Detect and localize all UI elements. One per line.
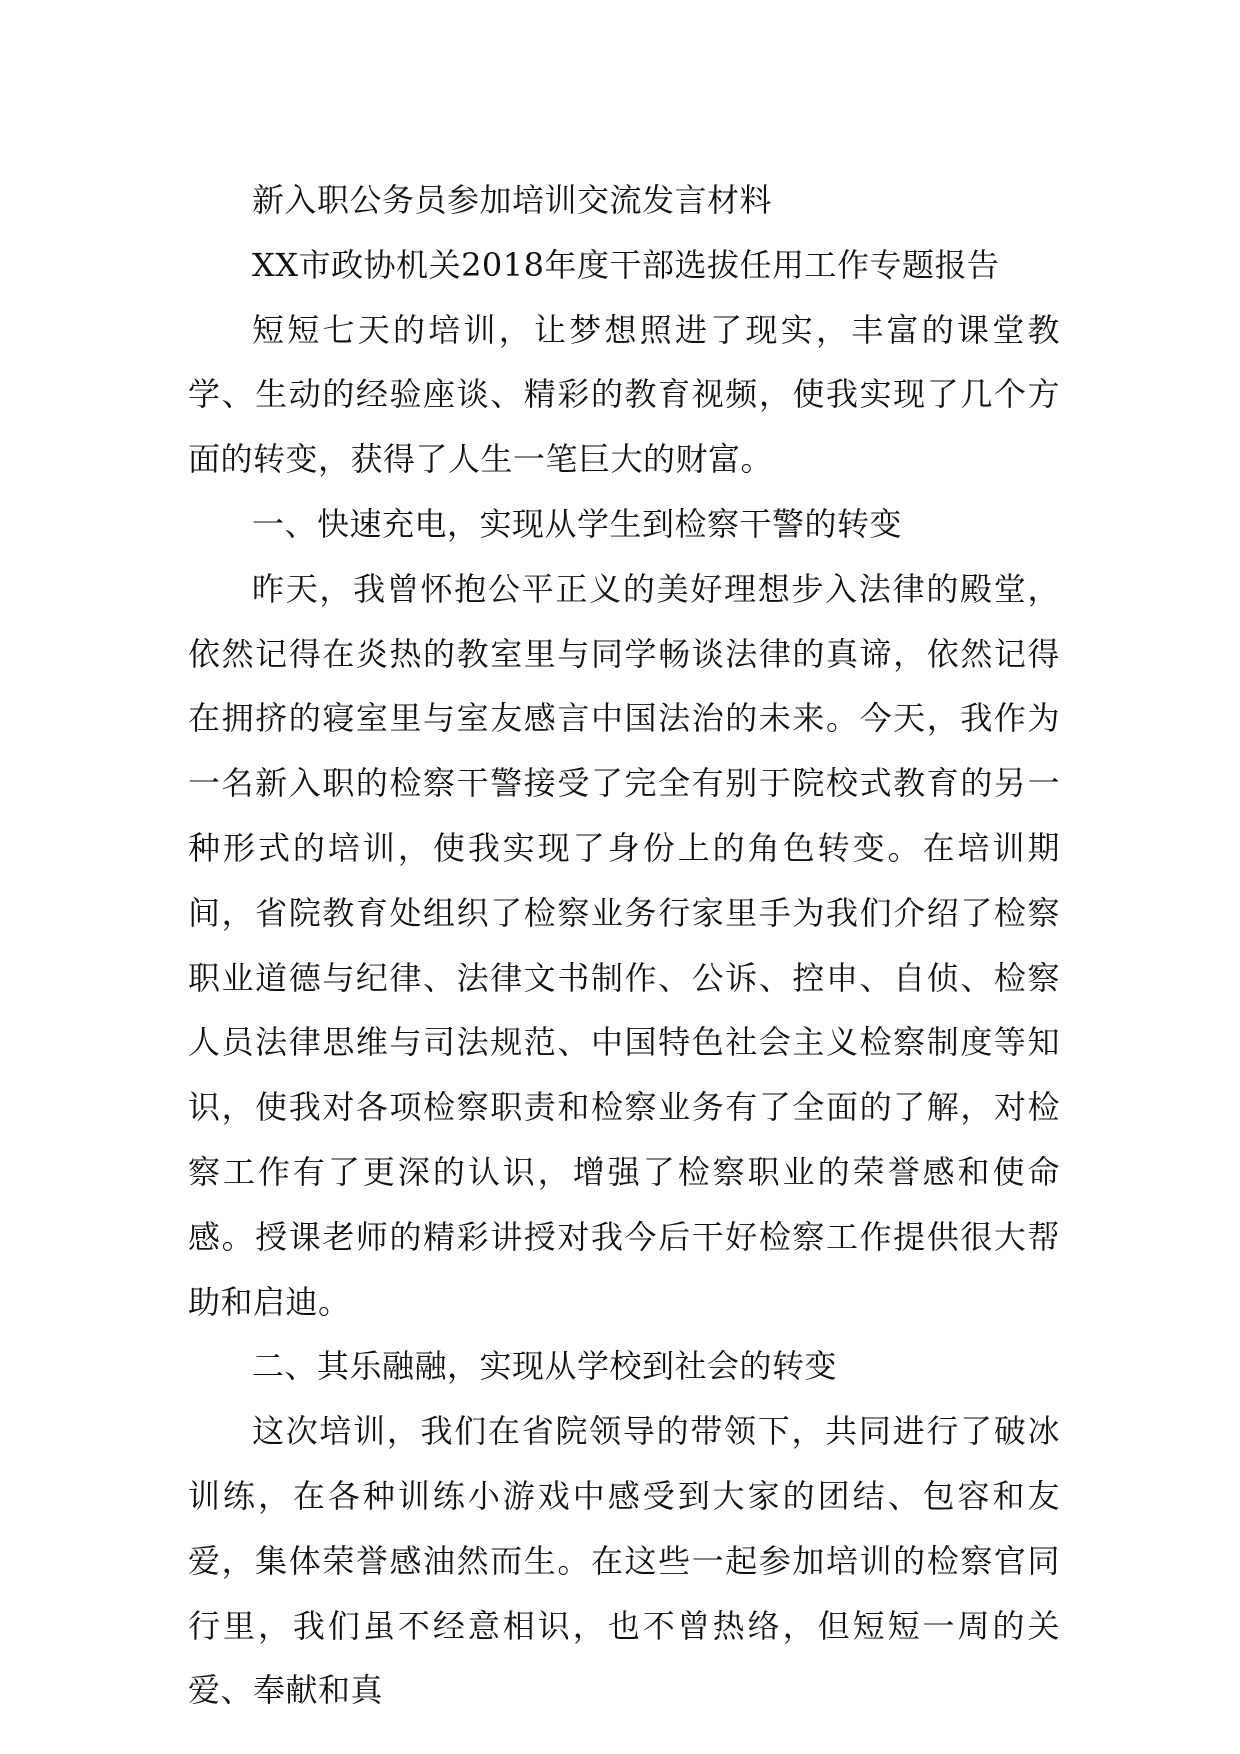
section-2-paragraph: 这次培训，我们在省院领导的带领下，共同进行了破冰训练，在各种训练小游戏中感受到大家的团结、包容和友爱，集体荣誉感油然而生。在这些一起参加培训的检察官同行里，我们虽不经意相识，也不曾热络，但短短一周的关爱、奉献和真 [188, 1412, 1060, 1710]
document-subtitle: XX市政协机关2018年度干部选拔任用工作专题报告 [252, 245, 1000, 284]
document-title: 新入职公务员参加培训交流发言材料 [252, 181, 773, 219]
document-body [188, 168, 1060, 1723]
section-heading-1: 一、快速充电，实现从学生到检察干警的转变 [252, 504, 903, 543]
section-heading-2: 二、其乐融融，实现从学校到社会的转变 [252, 1347, 838, 1386]
section-1-paragraph: 昨天，我曾怀抱公平正义的美好理想步入法律的殿堂，依然记得在炎热的教室里与同学畅谈法律的真谛，依然记得在拥挤的寝室里与室友感言中国法治的未来。今天，我作为一名新入职的检察干警接受了完全有别于院校式教育的另一种形式的培训，使我实现了身份上的角色转变。在培训期间，省院教育处组织了检察业务行家里手为我们介绍了检察职业道德与纪律、法律文书制作、公诉、控申、自侦、检察人员法律思维与司法规范、中国特色社会主义检察制度等知识，使我对各项检察职责和检察业务有了全面的了解，对检察工作有了更深的认识，增强了检察职业的荣誉感和使命感。授课老师的精彩讲授对我今后干好检察工作提供很大帮助和启迪。 [188, 569, 1060, 1321]
intro-paragraph: 短短七天的培训，让梦想照进了现实，丰富的课堂教学、生动的经验座谈、精彩的教育视频，使我实现了几个方面的转变，获得了人生一笔巨大的财富。 [188, 310, 1060, 479]
